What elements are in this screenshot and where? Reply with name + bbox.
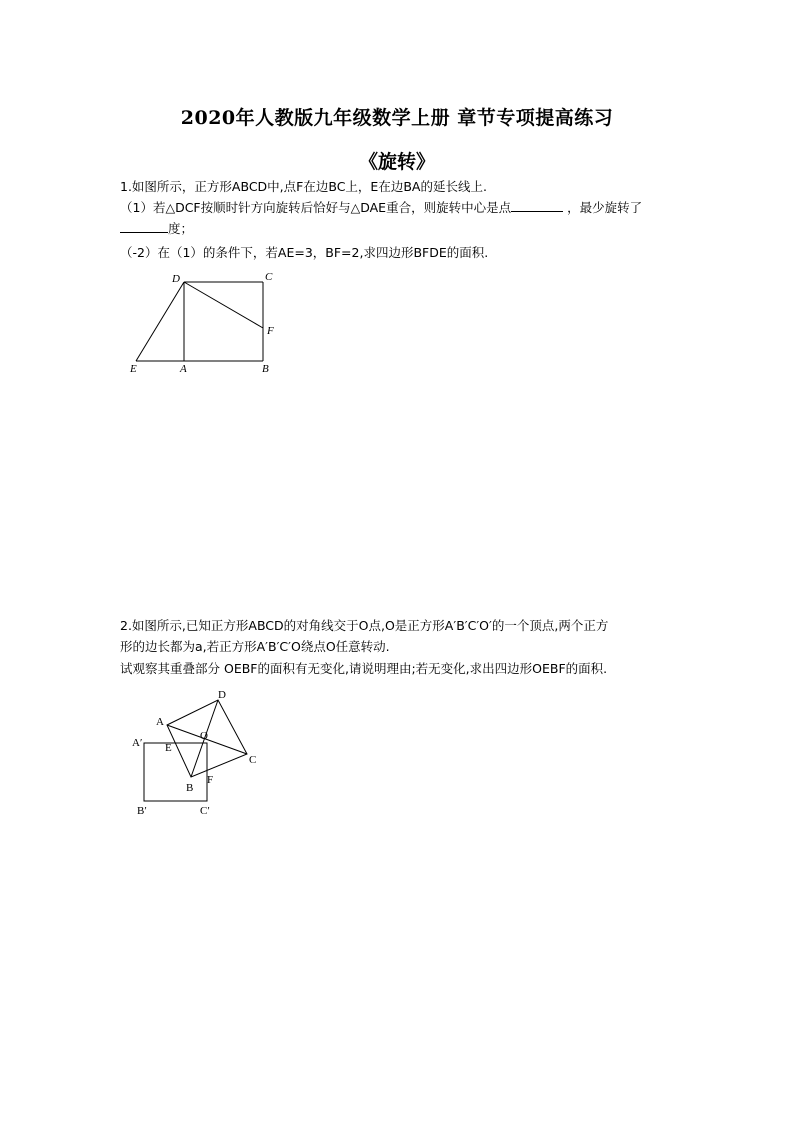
page-subtitle: 《旋转》 [358, 151, 435, 173]
q1-answer-blank-angle[interactable] [120, 219, 168, 233]
q2-label-C: C [249, 754, 257, 766]
q2-line3: 试观察其重叠部分 OEBF的面积有无变化,请说明理由;若无变化,求出四边形OEBF的面积. [120, 661, 608, 676]
q1-part1-text-b: ，最少旋转了 [567, 200, 643, 215]
q1-seg-DF [184, 282, 263, 328]
q2-line2: 形的边长都为a,若正方形A′B′C′O绕点O任意转动. [120, 639, 390, 654]
q1-seg-DE [136, 282, 184, 361]
q1-label-B: B [262, 363, 269, 375]
q2-label-E: E [165, 742, 172, 754]
q1-stem: 1.如图所示，正方形ABCD中,点F在边BC上，E在边BA的延长线上. [120, 179, 487, 194]
q1-part1-text-a: （1）若△DCF按顺时针方向旋转后恰好与△DAE重合，则旋转中心是点 [120, 200, 512, 215]
q1-label-A: A [180, 363, 187, 375]
q1-part1-line2 [120, 219, 700, 239]
q1-label-E: E [130, 363, 137, 375]
q2-label-D: D [218, 689, 226, 701]
q1-part1-text-c: 度； [168, 221, 194, 236]
q2-square-ApBpCpO [144, 743, 207, 801]
q2-figure [130, 688, 270, 818]
q2-label-B: B [186, 782, 194, 794]
q2-label-O: O [200, 730, 208, 742]
q1-part2: （-2）在（1）的条件下，若AE=3，BF=2,求四边形BFDE的面积. [120, 245, 489, 260]
page-title: 2020年人教版九年级数学上册 章节专项提高练习 [180, 107, 614, 129]
q1-part1-line1 [120, 198, 700, 218]
q2-label-Aprime: A′ [132, 737, 143, 749]
q1-label-D: D [172, 273, 180, 285]
q2-label-F: F [207, 774, 214, 786]
q2-label-Bprime: B′ [137, 805, 147, 817]
q1-label-F: F [267, 325, 274, 337]
q2-label-Cprime: C′ [200, 805, 210, 817]
q2-label-A: A [156, 716, 164, 728]
q1-answer-blank-center[interactable] [511, 198, 563, 212]
q1-label-C: C [265, 271, 273, 283]
q2-line1: 2.如图所示,已知正方形ABCD的对角线交于O点,O是正方形A′B′C′O′的一个顶点,两个正方 [120, 618, 609, 633]
q1-figure [120, 268, 300, 378]
